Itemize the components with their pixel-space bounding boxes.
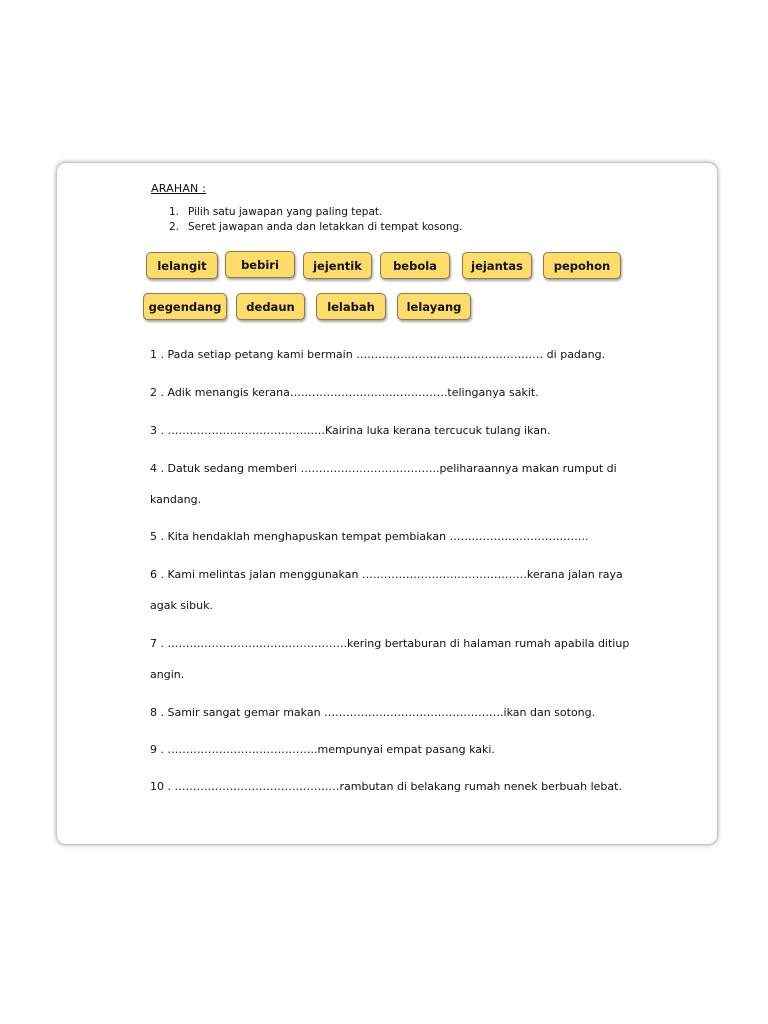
question-3: 3 . ………………………………….…Kairina luka kerana tercucuk tulang ikan. <box>150 424 551 437</box>
instruction-text: Seret jawapan anda dan letakkan di tempat kosong. <box>188 221 463 233</box>
question-10: 10 . ………………………………………rambutan di belakang rumah nenek berbuah lebat. <box>150 780 622 793</box>
answer-tile-lelabah[interactable]: lelabah <box>316 293 386 320</box>
instruction-item <box>169 205 463 220</box>
answer-tile-lelayang[interactable]: lelayang <box>397 293 471 320</box>
answer-tile-lelangit[interactable]: lelangit <box>146 252 218 279</box>
answer-tile-dedaun[interactable]: dedaun <box>236 293 305 320</box>
instruction-text: Pilih satu jawapan yang paling tepat. <box>188 206 383 218</box>
question-6: 6 . Kami melintas jalan menggunakan ………………………………………kerana jalan raya agak sibuk. <box>150 568 623 612</box>
question-7: 7 . ………………………………………….kering bertaburan di halaman rumah apabila ditiup angin. <box>150 637 630 681</box>
question-4: 4 . Datuk sedang memberi ………………………………..peliharaannya makan rumput di kandang. <box>150 462 617 506</box>
answer-tile-pepohon[interactable]: pepohon <box>543 252 621 279</box>
question-9: 9 . …………………………………..mempunyai empat pasang kaki. <box>150 743 495 756</box>
instructions-list <box>169 205 463 235</box>
instructions-heading: ARAHAN : <box>151 182 207 195</box>
question-8: 8 . Samir sangat gemar makan ………………………………………….ikan dan sotong. <box>150 706 596 719</box>
answer-tile-bebola[interactable]: bebola <box>380 252 450 279</box>
instruction-number: 2. <box>169 221 180 233</box>
answer-tile-bebiri[interactable]: bebiri <box>225 251 295 278</box>
worksheet-card <box>56 162 718 845</box>
question-5: 5 . Kita hendaklah menghapuskan tempat pembiakan ……………………………….. <box>150 530 589 543</box>
question-1: 1 . Pada setiap petang kami bermain …………………………………………… di padang. <box>150 348 606 361</box>
answer-tile-gegendang[interactable]: gegendang <box>143 293 227 320</box>
instruction-item <box>169 220 463 235</box>
question-2: 2 . Adik menangis kerana…………………………………….telinganya sakit. <box>150 386 539 399</box>
answer-tile-jejentik[interactable]: jejentik <box>303 252 372 279</box>
answer-tile-jejantas[interactable]: jejantas <box>462 252 532 279</box>
instruction-number: 1. <box>169 206 180 218</box>
